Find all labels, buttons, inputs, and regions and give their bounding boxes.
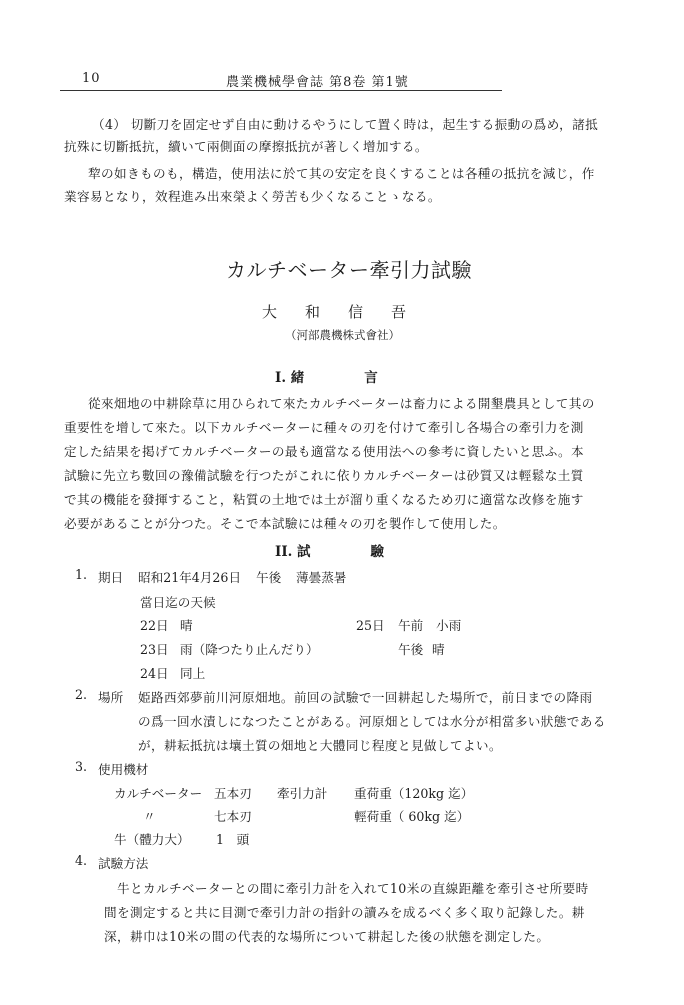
weather-24: 同上 xyxy=(180,666,206,681)
page-number: 10 xyxy=(82,71,101,86)
equipment-seven-blade: 七本刃 xyxy=(214,809,252,824)
section-2-heading xyxy=(275,540,384,560)
weather-25-am-value: 小雨 xyxy=(436,618,462,633)
item-4-line-1: 牛とカルチベーターとの間に牽引力計を入れて10米の直線距離を牽引させ所要時 xyxy=(117,881,589,896)
item-2-line-2: の爲一回水漬しになつたことがある。河原畑としては水分が相當多い狀態である xyxy=(138,714,606,729)
equipment-heavy-load: 重荷重（120kg 迄） xyxy=(354,786,474,801)
item-2-label: 場所 xyxy=(98,690,124,705)
section-1-line-6: 必要があることが分つた。そこで本試驗には種々の刃を製作して使用した。 xyxy=(64,516,506,531)
equipment-ox-count: 1 頭 xyxy=(216,832,250,847)
weather-22-day: 22日 xyxy=(140,618,169,633)
item-1-date: 昭和21年4月26日 xyxy=(138,570,242,585)
journal-header: 農業機械學會誌 第8卷 第1號 xyxy=(226,75,409,90)
item-2-line-3: が，耕耘抵抗は壤土質の畑地と大體同じ程度と見做してよい。 xyxy=(138,738,502,753)
item-1-subheading: 當日迄の天候 xyxy=(140,595,216,610)
section-2-number: II. xyxy=(275,544,293,560)
equipment-light-load: 輕荷重（ 60kg 迄） xyxy=(354,809,470,824)
item-4-label: 試驗方法 xyxy=(98,856,149,871)
item-2-number: 2. xyxy=(75,687,88,702)
article-title: カルチベーター牽引力試驗 xyxy=(226,258,472,282)
section-1-line-5: で其の機能を發揮すること，粘質の土地では土が溜り重くなるため刃に適當な改修を施す xyxy=(64,492,584,507)
section-1-title-a: 緒 xyxy=(290,370,305,386)
weather-25-pm-value: 晴 xyxy=(432,642,445,657)
equipment-dynamometer: 牽引力計 xyxy=(277,786,328,801)
weather-22: 晴 xyxy=(180,618,193,633)
item-1-weather: 薄曇蒸暑 xyxy=(296,570,347,585)
section-2-title-b: 驗 xyxy=(370,544,385,560)
weather-23: 雨（降つたり止んだり） xyxy=(180,642,319,657)
section-2-title-a: 試 xyxy=(297,544,311,560)
section-1-line-2: 重要性を增して來た。以下カルチベーターに種々の刃を付けて牽引し各場合の牽引力を測 xyxy=(64,420,584,435)
intro-line-1: （4） 切斷刀を固定せず自由に動けるやうにして置く時は，起生する振動の爲め，諸抵 xyxy=(92,117,599,132)
section-1-line-1: 從來畑地の中耕除草に用ひられて來たカルチベーターは畜力による開墾農具として其の xyxy=(88,396,595,411)
section-1-line-3: 定した結果を掲げてカルチベーターの最も適當なる使用法への參考に資したいと思ふ。本 xyxy=(64,444,585,459)
article-affiliation: （河部農機株式會社） xyxy=(285,328,400,342)
header-rule xyxy=(60,90,502,91)
item-1-number: 1. xyxy=(75,567,88,582)
item-3-number: 3. xyxy=(75,759,88,774)
section-1-line-4: 試驗に先立ち數回の豫備試驗を行つたがこれに依りカルチベーターは砂質又は輕鬆な土質 xyxy=(64,468,584,483)
item-4-line-3: 深，耕巾は10米の間の代表的な場所について耕起した後の狀態を測定した。 xyxy=(104,929,550,944)
section-1-title-b: 言 xyxy=(364,370,378,386)
equipment-five-blade: 五本刃 xyxy=(214,786,252,801)
weather-25-am: 午前 xyxy=(398,618,424,633)
section-1-heading xyxy=(275,366,378,386)
equipment-ditto-mark: 〃 xyxy=(143,809,156,824)
weather-24-day: 24日 xyxy=(140,666,169,681)
weather-25-day: 25日 xyxy=(356,618,385,633)
item-4-number: 4. xyxy=(75,853,88,868)
item-4-line-2: 間を測定すると共に目測で牽引力計の指針の讀みを成るべく多く取り記錄した。耕 xyxy=(104,905,585,920)
weather-25-pm: 午後 xyxy=(398,642,424,657)
item-1-label: 期日 xyxy=(98,570,124,585)
section-1-number: I. xyxy=(275,370,287,386)
article-author: 大和信吾 xyxy=(262,303,435,321)
intro-line-3: 犂の如きものも，構造，使用法に於て其の安定を良くすることは各種の抵抗を減じ，作 xyxy=(88,166,595,181)
intro-line-2: 抗殊に切斷抵抗，續いて兩側面の摩擦抵抗が著しく增加する。 xyxy=(64,139,428,154)
equipment-cultivator: カルチベーター xyxy=(114,786,203,801)
equipment-ox: 牛（體力大） xyxy=(114,832,190,847)
intro-line-4: 業容易となり，效程進み出來榮よく勞苦も少くなることゝなる。 xyxy=(64,189,441,204)
item-1-time: 午後 xyxy=(256,570,282,585)
item-3-label: 使用機材 xyxy=(98,762,149,777)
item-2-line-1: 姫路西郊夢前川河原畑地。前回の試驗で一回耕起した場所で，前日までの降雨 xyxy=(138,690,593,705)
weather-23-day: 23日 xyxy=(140,642,169,657)
